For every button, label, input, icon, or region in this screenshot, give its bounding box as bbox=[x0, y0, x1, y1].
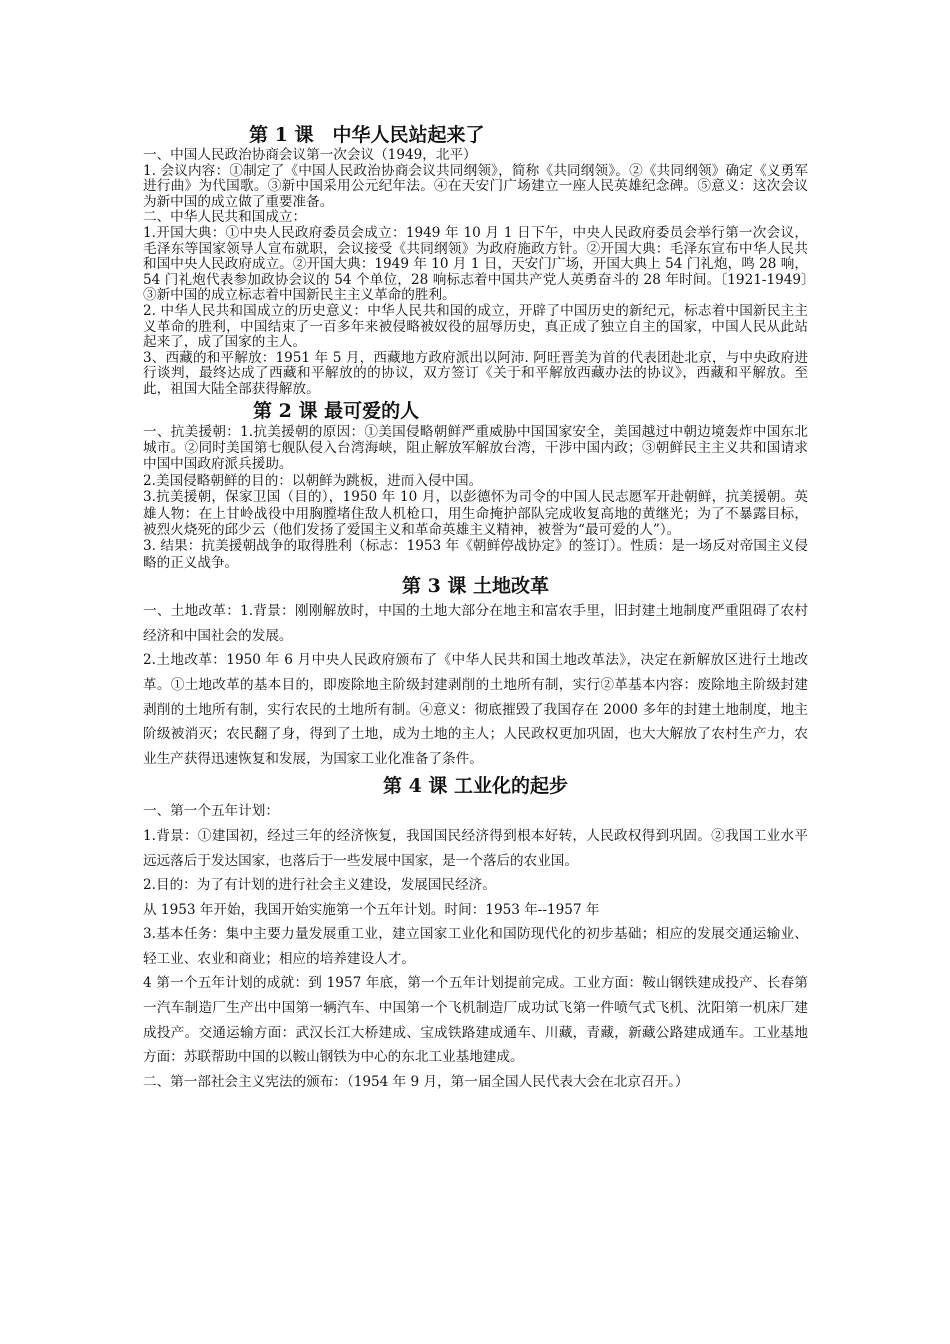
lesson-1-paragraph: 1. 会议内容：①制定了《中国人民政治协商会议共同纲领》，简称《共同纲领》。②《共同纲领》确定《义勇军进行曲》为代国歌。③新中国采用公元纪年法。④在天安门广场建立一座人民英雄纪念碑。⑤意义：这次会议为新中国的成立做了重要准备。 bbox=[143, 162, 808, 210]
lesson-1-paragraph: 1.开国大典：①中央人民政府委员会成立：1949 年 10 月 1 日下午，中央人民政府委员会举行第一次会议，毛泽东等国家领导人宣布就职，会议接受《共同纲领》为政府施政方针。②开国大典：毛泽东宣布中华人民共和国中央人民政府成立。②开国大典：1949 年 10 月 1 日，天安门广场，开国大典上 54 门礼炮，鸣 28 响，54 门礼炮代表参加政协会议的 54 个单位，28 响标志着中国共产党人英勇奋斗的 28 年时间。〔1921-1949〕③新中国的成立标志着中国新民主主义革命的胜利。 bbox=[143, 224, 808, 304]
lesson-1-title: 第 1 课 中华人民站起来了 bbox=[249, 124, 485, 146]
lesson-4-paragraph: 一、第一个五年计划： bbox=[143, 803, 279, 820]
lesson-1-paragraph: 2. 中华人民共和国成立的历史意义：中华人民共和国的成立，开辟了中国历史的新纪元，标志着中国新民主主义革命的胜利，中国结束了一百多年来被侵略被奴役的屈辱历史，真正成了独立自主的国家，中国人民从此站起来了，成了国家的主人。 bbox=[143, 302, 808, 351]
lesson-2-paragraph: 2.美国侵略朝鲜的目的：以朝鲜为跳板，进而入侵中国。 bbox=[143, 472, 483, 489]
lesson-2-paragraph: 一、抗美援朝：1.抗美援朝的原因：①美国侵略朝鲜严重威胁中国国家安全，美国越过中朝边境轰炸中国东北城市。②同时美国第七舰队侵入台湾海峡，阻止解放军解放台湾，干涉中国内政；③朝鲜民主主义共和国请求中国中国政府派兵援助。 bbox=[143, 423, 808, 473]
lesson-1-paragraph: 一、中国人民政治协商会议第一次会议（1949，北平） bbox=[143, 147, 477, 163]
lesson-4-paragraph: 二、第一部社会主义宪法的颁布：（1954 年 9 月，第一届全国人民代表大会在北京召开。） bbox=[143, 1073, 689, 1090]
lesson-3-paragraph: 2.土地改革：1950 年 6 月中央人民政府颁布了《中华人民共和国土地改革法》，决定在新解放区进行土地改革。①土地改革的基本目的，即废除地主阶级封建剥削的土地所有制，实行②革基本内容：废除地主阶级封建剥削的土地所有制，实行农民的土地所有制。④意义：彻底摧毁了我国存在 2000 多年的封建土地制度，地主阶级被消灭；农民翻了身，得到了土地，成为土地的主人；人民政权更加巩固，也大大解放了农村生产力，农业生产获得迅速恢复和发展，为国家工业化准备了条件。 bbox=[143, 652, 808, 767]
lesson-4-title: 第 4 课 工业化的起步 bbox=[382, 775, 569, 798]
lesson-2-paragraph: 3.抗美援朝，保家卫国（目的），1950 年 10 月，以彭德怀为司令的中国人民志愿军开赴朝鲜，抗美援朝。英雄人物：在上甘岭战役中用胸膛堵住敌人机枪口，用生命掩护部队完成收复高地的黄继光；为了不暴露目标，被烈火烧死的邱少云（他们发扬了爱国主义和革命英雄主义精神，被誉为“最可爱的人”）。 bbox=[143, 489, 808, 538]
lesson-2-paragraph: 3. 结果：抗美援朝战争的取得胜利（标志：1953 年《朝鲜停战协定》的签订）。性质：是一场反对帝国主义侵略的正义战争。 bbox=[143, 538, 808, 571]
document-page bbox=[143, 122, 808, 1094]
lesson-4-paragraph: 1.背景：①建国初，经过三年的经济恢复，我国国民经济得到根本好转，人民政权得到巩固。②我国工业水平远远落后于发达国家，也落后于一些发展中国家，是一个落后的农业国。 bbox=[143, 827, 808, 869]
lesson-1-paragraph: 二、中华人民共和国成立： bbox=[143, 209, 307, 226]
lesson-4-paragraph: 从 1953 年开始，我国开始实施第一个五年计划。时间：1953 年--1957 年 bbox=[143, 901, 600, 918]
lesson-4-paragraph: 2.目的：为了有计划的进行社会主义建设，发展国民经济。 bbox=[143, 877, 496, 894]
lesson-2-title: 第 2 课 最可爱的人 bbox=[253, 399, 420, 422]
lesson-4-paragraph: 4 第一个五年计划的成就：到 1957 年底，第一个五年计划提前完成。工业方面：鞍山钢铁建成投产、长春第一汽车制造厂生产出中国第一辆汽车、中国第一个飞机制造厂成功试飞第一件喷气式飞机、沈阳第一机床厂建成投产。交通运输方面：武汉长江大桥建成、宝成铁路建成通车、川藏，青藏，新藏公路建成通车。工业基地方面：苏联帮助中国的以鞍山钢铁为中心的东北工业基地建成。 bbox=[143, 975, 808, 1066]
lesson-3-title: 第 3 课 土地改革 bbox=[401, 575, 550, 598]
lesson-4-paragraph: 3.基本任务：集中主要力量发展重工业，建立国家工业化和国防现代化的初步基础；相应的发展交通运输业、轻工业、农业和商业；相应的培养建设人才。 bbox=[143, 926, 808, 967]
lesson-1-paragraph: 3、西藏的和平解放：1951 年 5 月，西藏地方政府派出以阿沛. 阿旺晋美为首的代表团赴北京，与中央政府进行谈判，最终达成了西藏和平解放的的协议，双方签订《关于和平解放西藏办法的协议》，西藏和平解放。至此，祖国大陆全部获得解放。 bbox=[143, 349, 808, 397]
lesson-3-paragraph: 一、土地改革：1.背景：刚刚解放时，中国的土地大部分在地主和富农手里，旧封建土地制度严重阻碍了农村经济和中国社会的发展。 bbox=[143, 603, 808, 644]
